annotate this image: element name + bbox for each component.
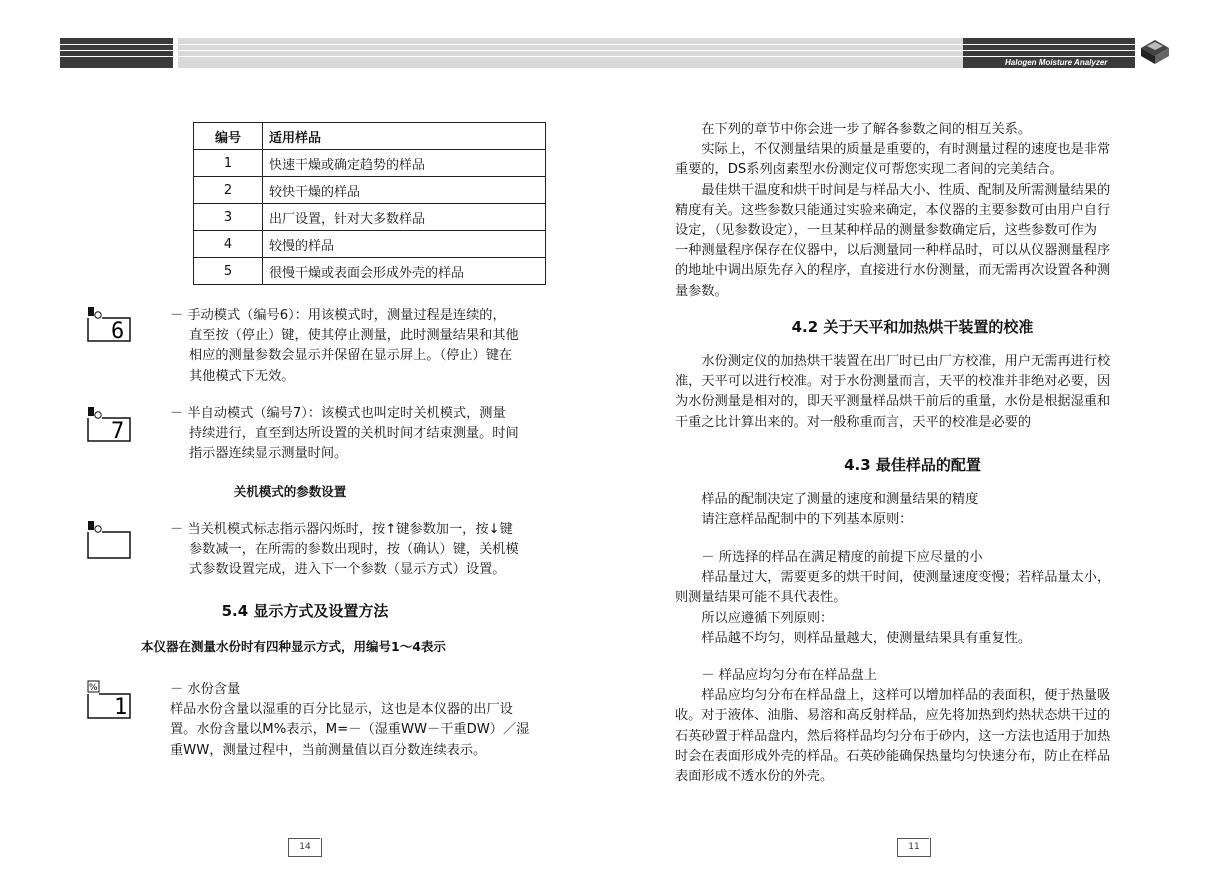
display-digit: 1 <box>114 695 128 720</box>
display-blank-icon <box>86 520 132 560</box>
table-cell: 3 <box>194 204 263 231</box>
table-header-cell: 编号 <box>194 123 263 150</box>
display-digit: 7 <box>111 419 125 444</box>
display-mode-6-icon <box>86 306 132 344</box>
table-cell: 快速干燥或确定趋势的样品 <box>263 150 546 177</box>
table-cell: 较快干燥的样品 <box>263 177 546 204</box>
header-stripe <box>60 56 1135 57</box>
display-digit: 6 <box>111 319 125 344</box>
table-cell: 较慢的样品 <box>263 231 546 258</box>
table-row <box>194 258 546 285</box>
manual-mode-text: － 手动模式（编号6）：用该模式时，测量过程是连续的， 直至按（停止）键，使其停止测量，此时测量结果和其他 相应的测量参数会显示并保留在显示屏上。（停止）键在 其他模式下无效。 <box>170 308 519 384</box>
semi-auto-mode-text: － 半自动模式（编号7）：该模式也叫定时关机模式，测量 持续进行，直至到达所设置的关机时间才结束测量。时间 指示器连续显示测量时间。 <box>170 406 519 462</box>
table-cell: 出厂设置，针对大多数样品 <box>263 204 546 231</box>
header-bar-left <box>60 38 173 68</box>
table-header-cell: 适用样品 <box>263 123 546 150</box>
section-4-3-heading: 4.3 最佳样品的配置 <box>844 456 981 474</box>
sample-distribution-paragraph: － 样品应均匀分布在样品盘上 样品应均匀分布在样品盘上，这样可以增加样品的表面积，便于热量吸 收。对于液体、油脂、易溶和高反射样品，应先将加热到灼热状态烘干过的 石英砂置于样品盘内，然后将样品均匀分布于砂内，这一方法也适用于加热 时会在表面形成外壳的样品。石英砂能确保热量均匀快速分布，防止在样品 表面形成不透水份的外壳。 <box>675 668 1111 785</box>
table-row <box>194 231 546 258</box>
section-4-2-heading: 4.2 关于天平和加热烘干装置的校准 <box>791 318 1034 336</box>
display-mode-7-icon <box>86 406 132 444</box>
intro-paragraph: 在下列的章节中你会进一步了解各参数之间的相互关系。 实际上，不仅测量结果的质量是重要的，有时测量过程的速度也是非常 重要的，DS系列卤素型水份测定仪可帮您实现二者间的完美结合。 最佳烘干温度和烘干时间是与样品大小、性质、配制及所需测量结果的 精度有关。这些参数只能通过实验来确定，本仪器的主要参数可由用户自行 设定，（见参数设定），一旦某种样品的测量参数确定后，这些参数可作为 一种测量程序保存在仪器中，以后测量同一种样品时，可以从仪器测量程序 的地址中调出原先存入的程序，直接进行水份测量，而无需再次设置各种测 量参数。 <box>675 122 1111 299</box>
table-row <box>194 150 546 177</box>
param-setting-title: 关机模式的参数设置 <box>233 484 347 499</box>
table-cell: 1 <box>194 150 263 177</box>
moisture-content-text: － 水份含量 样品水份含量以湿重的百分比显示，这也是本仪器的出厂设 置。水份含量以M%表示，M=－（湿重WW－干重DW）／湿 重WW，测量过程中，当前测量值以百分数连续表示。 <box>170 682 530 758</box>
header-bar-center <box>178 38 963 68</box>
table-row <box>194 177 546 204</box>
moisture-percent-icon <box>86 680 132 720</box>
header-title: Halogen Moisture Analyzer <box>1005 58 1108 67</box>
sample-size-paragraph: － 所选择的样品在满足精度的前提下应尽量的小 样品量过大，需要更多的烘干时间，使测量速度变慢；若样品量太小， 则测量结果可能不具代表性。 所以应遵循下列原则： 样品越不均匀，则样品量越大，使测量结果具有重复性。 <box>675 550 1111 646</box>
sample-prep-intro: 样品的配制决定了测量的速度和测量结果的精度 请注意样品配制中的下列基本原则： <box>675 492 979 528</box>
table-row <box>194 204 546 231</box>
table-header-row <box>194 123 546 150</box>
table-cell: 很慢干燥或表面会形成外壳的样品 <box>263 258 546 285</box>
sample-table <box>193 122 546 285</box>
analyzer-logo-icon <box>1137 34 1173 68</box>
percent-symbol: % <box>89 683 98 693</box>
display-intro-text: 本仪器在测量水份时有四种显示方式，用编号1～4表示 <box>141 639 446 654</box>
header-stripe <box>60 44 1135 45</box>
calibration-paragraph: 水份测定仪的加热烘干装置在出厂时已由厂方校准，用户无需再进行校 准，天平可以进行校准。对于水份测量而言，天平的校准并非绝对必要，因 为水份测量是相对的，即天平测量样品烘干前后的重量，水份是根据湿重和 干重之比计算出来的。对一般称重而言，天平的校准是必要的 <box>675 354 1111 430</box>
section-5-4-heading: 5.4 显示方式及设置方法 <box>221 602 389 620</box>
page-number-left: 14 <box>288 838 322 857</box>
page-number-right: 11 <box>897 838 931 857</box>
param-setting-text: － 当关机模式标志指示器闪烁时，按↑键参数加一，按↓键 参数减一，在所需的参数出现时，按（确认）键，关机模 式参数设置完成，进入下一个参数（显示方式）设置。 <box>170 522 519 578</box>
table-cell: 5 <box>194 258 263 285</box>
table-cell: 4 <box>194 231 263 258</box>
table-cell: 2 <box>194 177 263 204</box>
header-stripe <box>60 50 1135 51</box>
